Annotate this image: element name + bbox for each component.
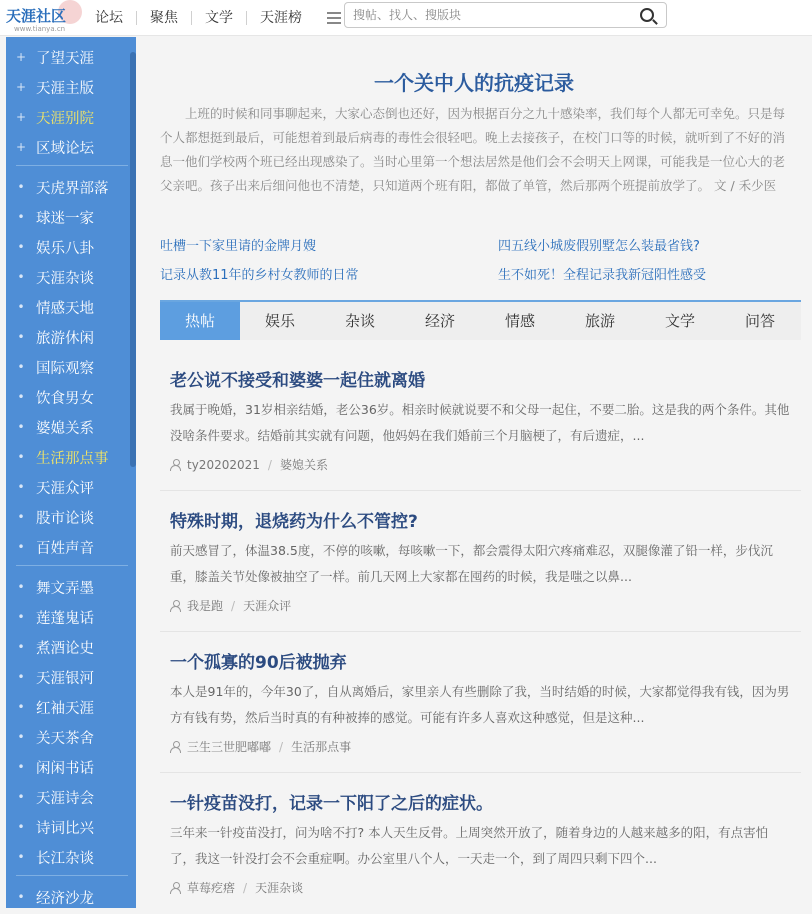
sidebar-item[interactable]: [6, 782, 124, 812]
sidebar-item[interactable]: [6, 412, 124, 442]
post-board[interactable]: 天涯杂谈: [255, 881, 304, 895]
article-body: 上班的时候和同事聊起来，大家心态倒也还好，因为根据百分之九十感染率，我们每个人都无可幸免。只是每个人都想挺到最后，可能想着到最后病毒的毒性会很轻吧。晚上去接孩子，在校门口等的时候，就听到了不好的消息一他们学校两个班已经出现感染了。当时心里第一个想法居然是他们会不会明天上网课，可能我是一位心大的老父亲吧。孩子出来后细问他也不清楚，只知道两个班有阳，都做了单管，然后那两个班提前放学了。 文 / 禾少医: [160, 106, 786, 193]
post-board[interactable]: 婆媳关系: [279, 458, 328, 472]
plus-icon: +: [15, 50, 27, 64]
sidebar-item[interactable]: [6, 172, 124, 202]
sidebar-item-label: 旅游休闲: [36, 330, 94, 347]
tab-qa[interactable]: 问答: [744, 312, 775, 330]
post-title[interactable]: 一针疫苗没打，记录一下阳了之后的症状。: [170, 794, 493, 814]
sidebar-item[interactable]: [6, 532, 124, 562]
sidebar-item-label: 天涯众评: [36, 480, 94, 497]
sidebar-item[interactable]: [6, 322, 124, 352]
post-board[interactable]: 生活那点事: [291, 740, 352, 754]
search-box: [344, 2, 667, 28]
link-item[interactable]: 四五线小城废假别墅怎么装最省钱?: [498, 239, 700, 254]
sidebar-item-label: 舞文弄墨: [36, 580, 94, 597]
sidebar-divider: [16, 875, 128, 876]
sidebar-divider: [16, 165, 128, 166]
post-title[interactable]: 老公说不接受和婆婆一起住就离婚: [170, 371, 425, 391]
tab-travel[interactable]: 旅游: [584, 312, 615, 330]
bullet-icon: •: [17, 540, 25, 554]
bullet-icon: •: [17, 270, 25, 284]
bullet-icon: •: [17, 670, 25, 684]
bullet-icon: •: [17, 820, 25, 834]
sidebar-item[interactable]: [6, 502, 124, 532]
plus-icon: +: [15, 80, 27, 94]
sidebar-item-label: 饮食男女: [36, 390, 94, 407]
bullet-icon: •: [17, 360, 25, 374]
sidebar-item[interactable]: [6, 752, 124, 782]
sidebar-item-label: 天涯银河: [36, 670, 94, 687]
meta-separator: /: [279, 739, 284, 754]
sidebar-item[interactable]: [6, 572, 124, 602]
bullet-icon: •: [17, 640, 25, 654]
sidebar-item[interactable]: [6, 292, 124, 322]
post-author[interactable]: ty20202021: [187, 457, 260, 472]
menu-icon[interactable]: [327, 12, 341, 24]
main-content: [136, 37, 812, 908]
top-bar: [0, 0, 812, 36]
sidebar-item-label: 天涯主版: [36, 80, 94, 97]
article-title[interactable]: 一个关中人的抗疫记录: [374, 71, 574, 95]
post-author[interactable]: 三生三世肥嘟嘟: [187, 740, 272, 754]
sidebar-item[interactable]: [6, 602, 124, 632]
post-item: [160, 632, 801, 773]
bullet-icon: •: [17, 890, 25, 904]
plus-icon: +: [15, 110, 27, 124]
post-meta: [170, 879, 303, 896]
link-item[interactable]: 记录从教11年的乡村女教师的日常: [160, 268, 359, 283]
sidebar-item[interactable]: [6, 472, 124, 502]
sidebar-item-label: 诗词比兴: [36, 820, 94, 837]
sidebar-item[interactable]: [6, 72, 124, 102]
sidebar-item-label: 闲闲书话: [36, 760, 94, 777]
sidebar: [6, 37, 136, 908]
post-item: [160, 350, 801, 491]
bullet-icon: •: [17, 330, 25, 344]
post-meta: [170, 738, 351, 755]
tab-hot[interactable]: 热帖: [160, 302, 240, 340]
sidebar-item-label: 长江杂谈: [36, 850, 94, 867]
sidebar-item[interactable]: [6, 882, 124, 908]
nav-focus[interactable]: 聚焦: [137, 11, 192, 25]
sidebar-item[interactable]: [6, 352, 124, 382]
link-item[interactable]: 吐槽一下家里请的金牌月嫂: [160, 239, 317, 254]
sidebar-item-label: 娱乐八卦: [36, 240, 94, 257]
meta-separator: /: [267, 457, 272, 472]
sidebar-item-label: 球迷一家: [36, 210, 94, 227]
meta-separator: /: [231, 598, 236, 613]
post-title[interactable]: 特殊时期，退烧药为什么不管控?: [170, 512, 418, 532]
post-title[interactable]: 一个孤寡的90后被抛弃: [170, 653, 347, 673]
sidebar-item[interactable]: [6, 632, 124, 662]
bullet-icon: •: [17, 420, 25, 434]
sidebar-item[interactable]: [6, 812, 124, 842]
search-icon[interactable]: [640, 8, 654, 22]
sidebar-item[interactable]: [6, 202, 124, 232]
sidebar-item[interactable]: [6, 262, 124, 292]
sidebar-item-label: 了望天涯: [36, 50, 94, 67]
bullet-icon: •: [17, 580, 25, 594]
sidebar-item[interactable]: [6, 132, 124, 162]
sidebar-item-label: 婆媳关系: [36, 420, 94, 437]
sidebar-item[interactable]: [6, 232, 124, 262]
bullet-icon: •: [17, 300, 25, 314]
sidebar-item[interactable]: [6, 662, 124, 692]
site-logo[interactable]: [6, 2, 78, 34]
sidebar-item-label: 关天茶舍: [36, 730, 94, 747]
bullet-icon: •: [17, 730, 25, 744]
nav-ranking[interactable]: 天涯榜: [260, 10, 302, 26]
user-icon: [170, 882, 181, 894]
sidebar-item[interactable]: [6, 692, 124, 722]
bullet-icon: •: [17, 610, 25, 624]
bullet-icon: •: [17, 450, 25, 464]
top-nav: [82, 0, 341, 36]
bullet-icon: •: [17, 510, 25, 524]
sidebar-item-label: 情感天地: [36, 300, 94, 317]
post-summary: 三年来一针疫苗没打，问为啥不打? 本人天生反骨。上周突然开放了，随着身边的人越来越多的阳，有点害怕了，我这一针没打会不会重症啊。办公室里八个人，一天走一个，到了周四只剩下四个...: [170, 825, 769, 866]
sidebar-item-label: 天涯别院: [36, 110, 94, 127]
sidebar-item-label: 百姓声音: [36, 540, 94, 557]
user-icon: [170, 600, 181, 612]
tab-entertainment[interactable]: 娱乐: [264, 312, 295, 330]
sidebar-item-label: 天涯诗会: [36, 790, 94, 807]
sidebar-item-label: 红袖天涯: [36, 700, 94, 717]
sidebar-item[interactable]: [6, 842, 124, 872]
logo-subtext: www.tianya.cn: [14, 25, 66, 33]
post-board[interactable]: 天涯众评: [243, 599, 292, 613]
tab-literature[interactable]: 文学: [664, 312, 695, 330]
bullet-icon: •: [17, 390, 25, 404]
post-author[interactable]: 我是跑: [187, 599, 224, 613]
nav-forum[interactable]: 论坛: [82, 11, 137, 25]
sidebar-item-label: 经济沙龙: [36, 890, 94, 907]
link-item[interactable]: 生不如死！全程记录我新冠阳性感受: [498, 268, 707, 283]
post-author[interactable]: 草莓疙瘩: [187, 881, 236, 895]
sidebar-item-label: 生活那点事: [36, 450, 109, 467]
search-input[interactable]: [345, 3, 625, 27]
sidebar-item[interactable]: [6, 722, 124, 752]
sidebar-divider: [16, 565, 128, 566]
user-icon: [170, 741, 181, 753]
post-summary: 前天感冒了，体温38.5度，不停的咳嗽，每咳嗽一下，都会震得太阳穴疼痛难忍，双腿像灌了铅一样，步伐沉重，膝盖关节处像被抽空了一样。前几天网上大家都在囤药的时候，我是嗤之以鼻...: [170, 543, 773, 584]
sidebar-item-label: 区域论坛: [36, 140, 94, 157]
post-item: [160, 491, 801, 632]
sidebar-item-label: 股市论谈: [36, 510, 94, 527]
sidebar-item-label: 国际观察: [36, 360, 94, 377]
bullet-icon: •: [17, 480, 25, 494]
tab-chat[interactable]: 杂谈: [344, 312, 375, 330]
user-icon: [170, 459, 181, 471]
bullet-icon: •: [17, 700, 25, 714]
post-meta: [170, 456, 328, 473]
nav-literature[interactable]: 文学: [192, 11, 247, 25]
sidebar-item-label: 煮酒论史: [36, 640, 94, 657]
tab-economy[interactable]: 经济: [424, 312, 455, 330]
sidebar-item[interactable]: [6, 102, 124, 132]
bullet-icon: •: [17, 790, 25, 804]
bullet-icon: •: [17, 850, 25, 864]
post-meta: [170, 597, 291, 614]
post-item: [160, 773, 801, 914]
plus-icon: +: [15, 140, 27, 154]
bullet-icon: •: [17, 210, 25, 224]
bullet-icon: •: [17, 180, 25, 194]
sidebar-item[interactable]: [6, 442, 124, 472]
post-summary: 我属于晚婚，31岁相亲结婚，老公36岁。相亲时候就说要不和父母一起住，不要二胎。这是我的两个条件。其他没啥条件要求。结婚前其实就有问题，他妈妈在我们婚前三个月脑梗了，有后遗症，...: [170, 402, 790, 443]
sidebar-item-label: 天涯杂谈: [36, 270, 94, 287]
category-tabs: [160, 300, 801, 340]
bullet-icon: •: [17, 240, 25, 254]
sidebar-item[interactable]: [6, 42, 124, 72]
post-summary: 本人是91年的，今年30了，自从离婚后，家里亲人有些删除了我，当时结婚的时候，大家都觉得我有钱，因为男方有钱有势，然后当时真的有种被捧的感觉。可能有许多人喜欢这种感觉，但是这种...: [170, 684, 790, 725]
logo-text: 天涯社区: [6, 7, 67, 25]
tab-emotion[interactable]: 情感: [504, 312, 535, 330]
sidebar-item[interactable]: [6, 382, 124, 412]
meta-separator: /: [243, 880, 248, 895]
sidebar-item-label: 天虎界部落: [36, 180, 109, 197]
sidebar-item-label: 莲蓬鬼话: [36, 610, 94, 627]
bullet-icon: •: [17, 760, 25, 774]
